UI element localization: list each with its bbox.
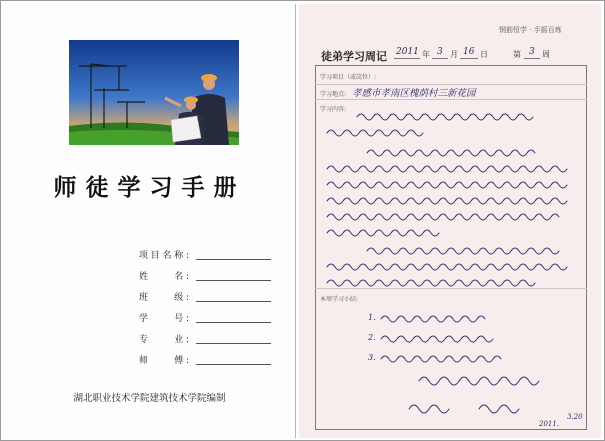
cover-fields [139, 246, 289, 372]
cover-footer: 湖北职业技术学院建筑技术学院编制 [73, 393, 226, 404]
handwritten-summary [379, 309, 579, 429]
cover-field-label: 学 号: [139, 314, 189, 324]
cover-page [4, 4, 296, 438]
signature-date: 3.20 [567, 413, 583, 421]
year-suffix: 年 [422, 50, 430, 59]
cover-field-name [139, 267, 289, 288]
journal-brand: 钢筋恒学 · 手摇百炼 [499, 26, 562, 34]
cover-field-label: 项目名称: [139, 251, 189, 261]
cover-field-label: 专 业: [139, 335, 189, 345]
summary-item-2-number: 2. [368, 333, 376, 342]
journal-week: 3 [529, 47, 535, 57]
content-label: 学习内容: [320, 106, 347, 113]
location-label: 学习地点: [320, 91, 347, 98]
cover-field-line [196, 364, 271, 365]
month-suffix: 月 [450, 50, 458, 59]
cover-field-class [139, 288, 289, 309]
cover-field-label: 姓 名: [139, 272, 189, 282]
cover-field-major [139, 330, 289, 351]
summary-label: 本周学习小结: [320, 296, 359, 303]
cover-field-line [196, 322, 271, 323]
week-suffix: 周 [542, 50, 550, 59]
cover-title: 师徒学习手册 [53, 174, 246, 201]
cover-field-line [196, 343, 271, 344]
rule-3 [315, 288, 587, 289]
cover-field-master [139, 351, 289, 372]
rule-2 [315, 99, 587, 100]
signature-year: 2011. [539, 420, 560, 428]
project-label: 学习项目（或岗位）: [320, 74, 377, 81]
cover-field-line [196, 280, 271, 281]
summary-item-1-number: 1. [368, 313, 376, 322]
journal-month: 3 [437, 47, 443, 57]
day-suffix: 日 [480, 50, 488, 59]
week-line [524, 58, 540, 59]
cover-field-label: 师 傅: [139, 356, 189, 366]
month-line [432, 58, 448, 59]
cover-field-line [196, 301, 271, 302]
cover-field-label: 班 级: [139, 293, 189, 303]
cover-field-student-id [139, 309, 289, 330]
journal-title: 徒弟学习周记 [321, 50, 387, 63]
year-line [394, 58, 420, 59]
journal-year: 2011 [396, 47, 419, 57]
summary-item-3-number: 3. [368, 353, 376, 362]
handwritten-content [319, 107, 589, 287]
construction-photo [69, 40, 239, 145]
week-prefix: 第 [513, 50, 521, 59]
cover-field-line [196, 259, 271, 260]
journal-day: 16 [463, 47, 475, 57]
cover-field-project [139, 246, 289, 267]
day-line [460, 58, 478, 59]
location-value: 孝感市孝南区槐荫村三新花园 [352, 88, 476, 99]
